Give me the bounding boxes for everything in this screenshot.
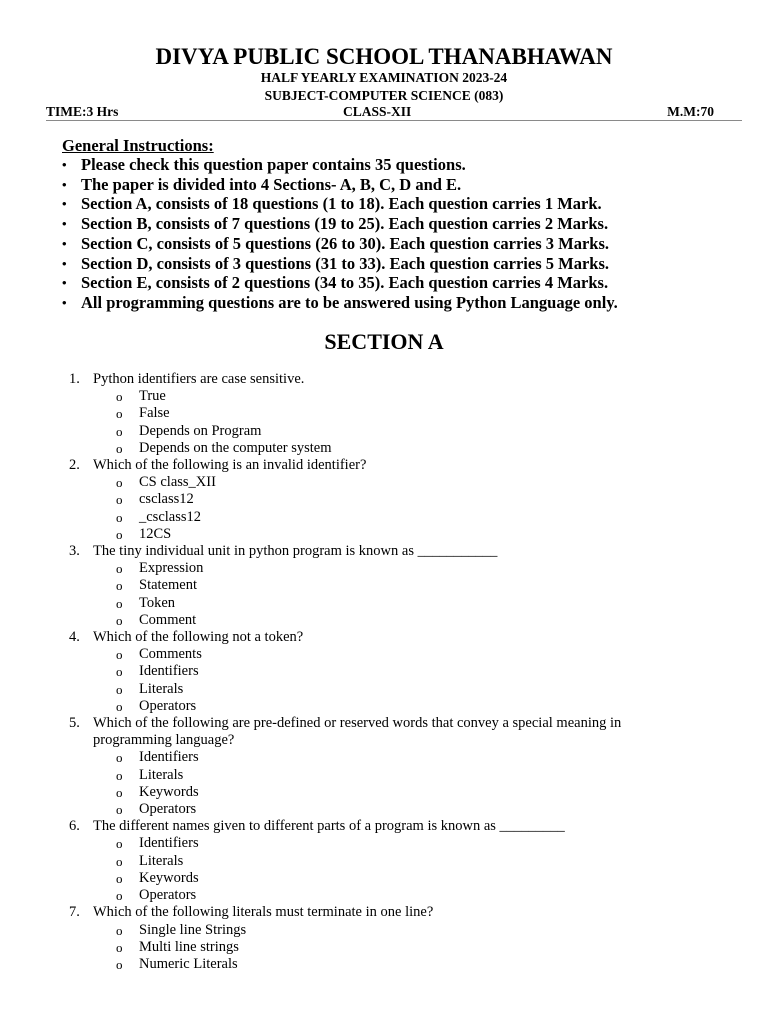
question-number: 4. [69,629,80,646]
instruction-text: Section A, consists of 18 questions (1 to 18). Each question carries 1 Mark. [81,194,602,214]
option-item [69,526,689,543]
option-text: Single line Strings [139,921,247,938]
option-text: csclass12 [139,491,194,508]
option-item [69,922,689,939]
option-list [69,474,689,543]
option-bullet-icon: o [116,440,123,456]
option-text: _csclass12 [139,508,202,525]
option-item [69,939,689,956]
option-text: Multi line strings [139,938,239,955]
option-text: CS class_XII [139,474,216,491]
option-bullet-icon: o [116,750,123,766]
option-text: Keywords [139,869,199,886]
header-divider [46,120,742,121]
question-number: 2. [69,457,80,474]
option-text: Comments [139,646,202,663]
option-item [69,560,689,577]
bullet-icon: • [62,235,67,251]
option-bullet-icon: o [116,956,123,972]
question-text: Which of the following are pre-defined or reserved words that convey a special meaning in programming language? [93,715,622,749]
option-bullet-icon: o [116,698,123,714]
exam-meta-row [46,103,714,120]
option-text: Comment [139,611,197,628]
question-item [69,457,689,543]
instruction-item [62,293,618,313]
option-item [69,801,689,818]
option-item [69,698,689,715]
exam-title: HALF YEARLY EXAMINATION 2023-24 [260,70,508,85]
option-text: Identifiers [139,663,199,680]
option-bullet-icon: o [116,870,123,886]
instruction-text: Section B, consists of 7 questions (19 to 25). Each question carries 2 Marks. [81,214,609,234]
option-item [69,388,689,405]
option-text: Statement [139,577,197,594]
option-bullet-icon: o [116,681,123,697]
option-text: 12CS [139,525,172,542]
subject-title: SUBJECT-COMPUTER SCIENCE (083) [264,88,504,103]
option-list [69,646,689,715]
option-text: Depends on the computer system [139,439,332,456]
option-bullet-icon: o [116,802,123,818]
bullet-icon: • [62,294,67,310]
instruction-text: Section E, consists of 2 questions (34 to 35). Each question carries 4 Marks. [81,273,609,293]
option-bullet-icon: o [116,561,123,577]
option-bullet-icon: o [116,784,123,800]
option-item [69,612,689,629]
option-bullet-icon: o [116,664,123,680]
school-name: DIVYA PUBLIC SCHOOL THANABHAWAN [155,44,613,69]
option-item [69,784,689,801]
class-label: CLASS-XII [343,104,412,119]
option-item [69,853,689,870]
question-number: 6. [69,818,80,835]
question-item [69,715,689,818]
option-item [69,870,689,887]
instructions-list [62,155,618,313]
bullet-icon: • [62,275,67,291]
option-item [69,835,689,852]
instruction-item [62,273,618,293]
option-list [69,560,689,629]
option-item [69,646,689,663]
option-list [69,749,689,818]
option-text: Literals [139,680,184,697]
option-text: Operators [139,801,197,818]
option-bullet-icon: o [116,853,123,869]
option-text: Operators [139,697,197,714]
option-bullet-icon: o [116,939,123,955]
option-bullet-icon: o [116,475,123,491]
question-number: 5. [69,715,80,732]
question-item [69,543,689,629]
time-label: TIME:3 Hrs [46,104,119,119]
option-item [69,405,689,422]
option-list [69,388,689,457]
question-text: Which of the following not a token? [93,629,304,646]
question-text: The tiny individual unit in python program is known as ___________ [93,543,498,560]
option-bullet-icon: o [116,647,123,663]
option-bullet-icon: o [116,595,123,611]
option-text: Identifiers [139,749,199,766]
option-text: Numeric Literals [139,955,238,972]
instruction-text: Section C, consists of 5 questions (26 to 30). Each question carries 3 Marks. [81,233,609,253]
max-marks-label: M.M:70 [667,104,714,119]
option-item [69,577,689,594]
option-bullet-icon: o [116,492,123,508]
option-item [69,681,689,698]
option-item [69,663,689,680]
option-item [69,767,689,784]
section-title: SECTION A [324,329,444,354]
question-text: Which of the following is an invalid identifier? [93,457,367,474]
option-text: Keywords [139,783,199,800]
bullet-icon: • [62,216,67,232]
question-number: 7. [69,904,80,921]
instruction-text: Section D, consists of 3 questions (31 to 33). Each question carries 5 Marks. [81,253,609,273]
option-item [69,491,689,508]
instruction-text: Please check this question paper contains 35 questions. [81,155,466,174]
option-item [69,423,689,440]
option-text: Literals [139,852,184,869]
option-bullet-icon: o [116,526,123,542]
option-bullet-icon: o [116,578,123,594]
option-list [69,835,689,904]
option-bullet-icon: o [116,423,123,439]
instruction-item [62,194,618,214]
bullet-icon: • [62,176,67,192]
question-number: 3. [69,543,80,560]
option-list [69,922,689,974]
bullet-icon: • [62,157,67,172]
option-item [69,956,689,973]
option-bullet-icon: o [116,836,123,852]
question-item [69,629,689,715]
instruction-text: All programming questions are to be answered using Python Language only. [81,292,618,312]
instruction-item [62,214,618,234]
option-item [69,887,689,904]
question-item [69,904,689,973]
bullet-icon: • [62,196,67,212]
option-text: Literals [139,766,184,783]
question-item [69,818,689,904]
option-bullet-icon: o [116,922,123,938]
option-text: Identifiers [139,835,199,852]
question-text: The different names given to different parts of a program is known as _________ [93,818,565,835]
option-item [69,749,689,766]
question-item [69,371,689,457]
option-text: Expression [139,560,204,577]
option-item [69,440,689,457]
instruction-item [62,234,618,254]
bullet-icon: • [62,255,67,271]
option-item [69,509,689,526]
question-text: Python identifiers are case sensitive. [93,371,305,387]
option-text: True [139,388,166,405]
option-bullet-icon: o [116,389,123,405]
option-text: Token [139,594,176,611]
option-item [69,474,689,491]
option-bullet-icon: o [116,888,123,904]
question-number: 1. [69,371,80,387]
option-bullet-icon: o [116,406,123,422]
option-text: False [139,405,170,422]
option-item [69,595,689,612]
option-text: Operators [139,887,197,904]
question-list [69,371,689,973]
option-bullet-icon: o [116,767,123,783]
instruction-item [62,175,618,195]
instructions-heading: General Instructions: [62,136,214,155]
instruction-item [62,254,618,274]
instruction-item [62,155,618,175]
question-text: Which of the following literals must terminate in one line? [93,904,434,921]
option-bullet-icon: o [116,612,123,628]
option-text: Depends on Program [139,422,262,439]
option-bullet-icon: o [116,509,123,525]
instruction-text: The paper is divided into 4 Sections- A, B, C, D and E. [81,174,462,194]
